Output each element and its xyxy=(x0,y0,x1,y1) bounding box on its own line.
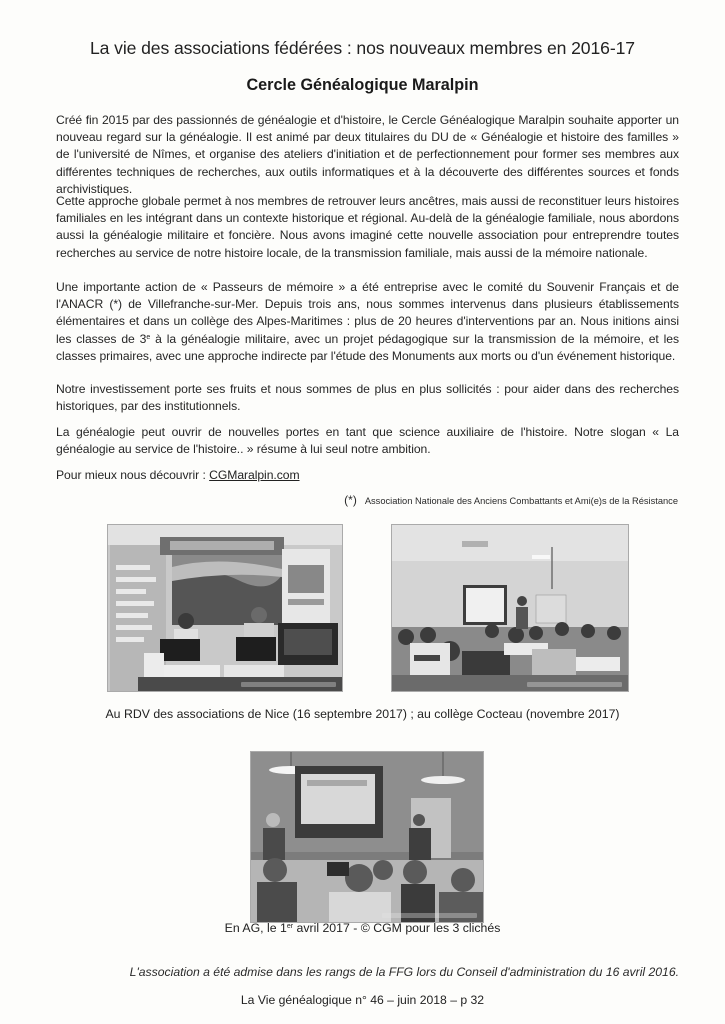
photo-assembly-image xyxy=(251,752,483,922)
paragraph-text-part: Une importante action de « Passeurs de mémoire » a été entreprise avec le comité du Souvenir Français et de l'ANACR (*) de Villefranche-sur-Mer. Depuis trois ans, nous sommes intervenus dans plusieurs établissements élémentaires et dans un collège des Alpes-Maritimes : plus de 20 heures d'interventions par an. Nous initions ainsi les classes de 3 xyxy=(56,280,679,346)
caption-text-part: avril 2017 - © CGM pour les 3 clichés xyxy=(293,921,501,935)
paragraph-text-part: à la généalogie militaire, avec un projet pédagogique sur la transmission de la mémoire, et les classes primaires, avec une approche indirecte par l'étude des Monuments aux morts ou d'un événement historique. xyxy=(56,331,680,363)
paragraph-passeurs-memoire xyxy=(56,279,679,365)
paragraph-passeurs-memoire-text xyxy=(56,279,679,365)
discover-label: Pour mieux nous découvrir : xyxy=(56,468,210,482)
paragraph-approach xyxy=(56,193,679,262)
paragraph-slogan-text: La généalogie peut ouvrir de nouvelles portes en tant que science auxiliaire de l'histoire. Notre slogan « La généalogie au service de l'histoire.. » résume à lui seul notre ambition. xyxy=(56,425,679,457)
footnote xyxy=(344,493,678,507)
photo-association-stand xyxy=(107,524,343,692)
paragraph-intro-text: Créé fin 2015 par des passionnés de généalogie et d'histoire, le Cercle Généalogique Maralpin souhaite apporter un nouveau regard sur la généalogie. Il est animé par deux titulaires du DU de « Généalogie et histoire des familles » de l'université de Nîmes, et organise des ateliers d'initiation et de perfectionnement pour former ses membres aux différentes techniques de recherches, aux outils informatiques et à la découverte des différentes sources et fonds archivistiques. xyxy=(56,113,679,196)
photo-watermark xyxy=(527,682,622,687)
photo-watermark xyxy=(241,682,336,687)
ordinal-superscript: e xyxy=(146,333,151,341)
page-footer: La Vie généalogique n° 46 – juin 2018 – p 32 xyxy=(240,993,485,1007)
footnote-text: Association Nationale des Anciens Combattants et Ami(e)s de la Résistance xyxy=(364,496,678,506)
ordinal-superscript: er xyxy=(286,923,294,930)
caption-text-part: En AG, le 1 xyxy=(224,921,287,935)
photo-general-assembly xyxy=(250,751,484,923)
discover-line xyxy=(56,467,679,484)
admission-note: L'association a été admise dans les rangs de la FFG lors du Conseil d'administration du 16 avril 2016. xyxy=(129,965,679,979)
website-link[interactable]: CGMaralpin.com xyxy=(209,468,300,482)
photo-college-classroom xyxy=(391,524,629,692)
page-title: Cercle Généalogique Maralpin xyxy=(246,76,479,94)
paragraph-intro xyxy=(56,112,679,198)
photo-caption-row2 xyxy=(0,921,725,935)
photo-classroom-image xyxy=(392,525,628,691)
photo-caption-row1: Au RDV des associations de Nice (16 septembre 2017) ; au collège Cocteau (novembre 2017) xyxy=(105,707,620,721)
footnote-mark: (*) xyxy=(344,493,357,507)
paragraph-investment-text: Notre investissement porte ses fruits et nous sommes de plus en plus sollicités : pour aider dans des recherches historiques, par des institutionnels. xyxy=(56,382,679,414)
photo-watermark xyxy=(382,913,477,918)
paragraph-investment xyxy=(56,381,679,415)
photo-stand-image xyxy=(108,525,342,691)
paragraph-approach-text: Cette approche globale permet à nos membres de retrouver leurs ancêtres, mais aussi de reconstituer leurs histoires familiales en les intégrant dans un contexte historique et régional. Au-delà de la généalogie familiale, nous abordons aussi la généalogie militaire et foncière. Nous avons imaginé cette nouvelle association pour entreprendre toutes recherches au service de notre histoire locale, de la transmission familiale, mais aussi de la mémoire nationale. xyxy=(56,194,679,260)
paragraph-slogan xyxy=(56,424,679,458)
page-heading: La vie des associations fédérées : nos nouveaux membres en 2016-17 xyxy=(89,38,635,58)
